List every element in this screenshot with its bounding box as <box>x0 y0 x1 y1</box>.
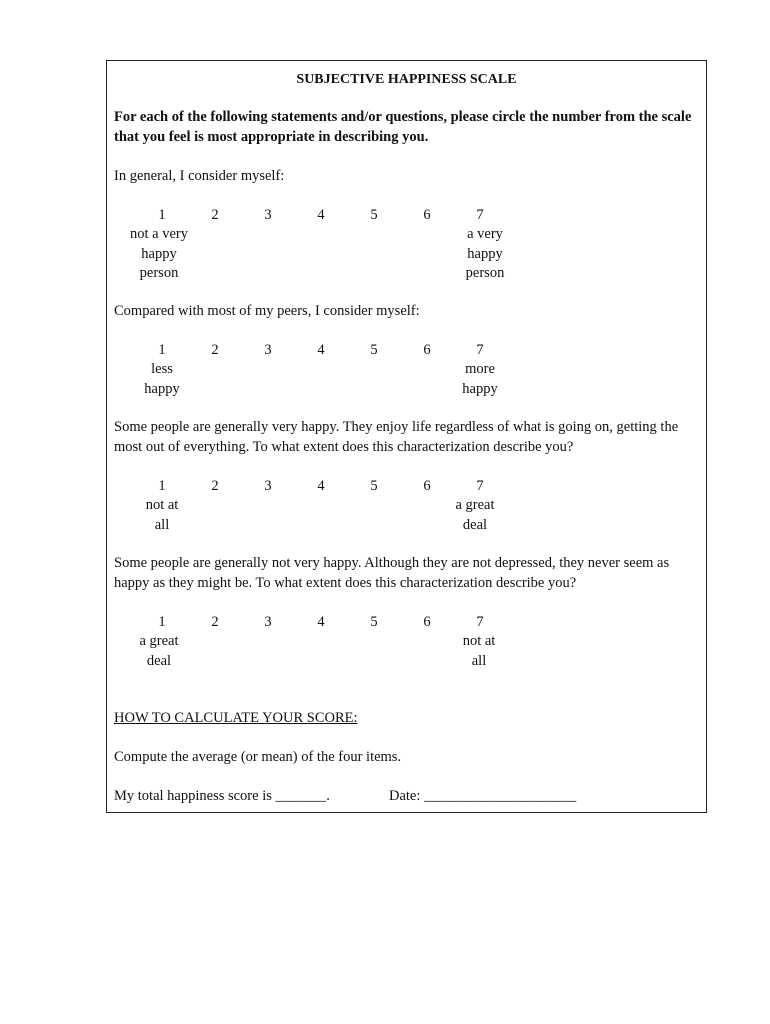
scale-option-6[interactable]: 6 <box>423 207 431 223</box>
scale-option-7[interactable]: 7 <box>476 614 484 630</box>
scale-option-7[interactable]: 7 <box>476 342 484 358</box>
item-4-low-anchor: a great deal <box>139 633 179 669</box>
scale-option-5[interactable]: 5 <box>370 207 378 223</box>
item-1-high-anchor: a very happy person <box>465 226 505 281</box>
item-1-question: In general, I consider myself: <box>114 168 285 184</box>
scale-option-3[interactable]: 3 <box>264 614 272 630</box>
item-4-question: Some people are generally not very happy. Although they are not depressed, they never seem as happy as they might be. To what extent does this characterization describe you? <box>114 555 670 591</box>
scale-option-4[interactable]: 4 <box>317 478 325 494</box>
scale-option-5[interactable]: 5 <box>370 342 378 358</box>
total-score-field[interactable]: My total happiness score is _______. <box>114 788 330 804</box>
instructions: For each of the following statements and/or questions, please circle the number from the scale that you feel is most appropriate in describing you. <box>114 109 692 145</box>
scale-option-1[interactable]: 1 <box>158 478 166 494</box>
item-4-high-anchor: not at all <box>462 633 496 669</box>
scale-option-6[interactable]: 6 <box>423 614 431 630</box>
scale-option-7[interactable]: 7 <box>476 207 484 223</box>
scale-option-1[interactable]: 1 <box>158 207 166 223</box>
item-1-low-anchor: not a very happy person <box>130 226 188 281</box>
scale-option-1[interactable]: 1 <box>158 342 166 358</box>
scale-option-4[interactable]: 4 <box>317 207 325 223</box>
item-2-low-anchor: less happy <box>144 361 180 397</box>
scale-option-4[interactable]: 4 <box>317 614 325 630</box>
scale-option-3[interactable]: 3 <box>264 207 272 223</box>
scoring-heading: HOW TO CALCULATE YOUR SCORE: <box>114 710 358 726</box>
scale-option-3[interactable]: 3 <box>264 342 272 358</box>
date-field[interactable]: Date: _____________________ <box>389 788 577 804</box>
scale-option-6[interactable]: 6 <box>423 478 431 494</box>
scale-option-2[interactable]: 2 <box>211 207 219 223</box>
item-3-high-anchor: a great deal <box>455 497 495 533</box>
item-3-low-anchor: not at all <box>145 497 179 533</box>
scale-option-6[interactable]: 6 <box>423 342 431 358</box>
scale-option-2[interactable]: 2 <box>211 342 219 358</box>
item-2-high-anchor: more happy <box>462 361 498 397</box>
scale-option-7[interactable]: 7 <box>476 478 484 494</box>
scale-option-5[interactable]: 5 <box>370 614 378 630</box>
scale-option-5[interactable]: 5 <box>370 478 378 494</box>
item-3-question: Some people are generally very happy. They enjoy life regardless of what is going on, getting the most out of everything. To what extent does this characterization describe you? <box>114 419 679 455</box>
page-title: SUBJECTIVE HAPPINESS SCALE <box>296 72 517 87</box>
scoring-instruction: Compute the average (or mean) of the four items. <box>114 749 402 765</box>
scale-option-2[interactable]: 2 <box>211 478 219 494</box>
questionnaire-frame <box>106 60 707 813</box>
scale-option-1[interactable]: 1 <box>158 614 166 630</box>
scale-option-2[interactable]: 2 <box>211 614 219 630</box>
item-2-question: Compared with most of my peers, I consider myself: <box>114 303 420 319</box>
scale-option-3[interactable]: 3 <box>264 478 272 494</box>
scale-option-4[interactable]: 4 <box>317 342 325 358</box>
